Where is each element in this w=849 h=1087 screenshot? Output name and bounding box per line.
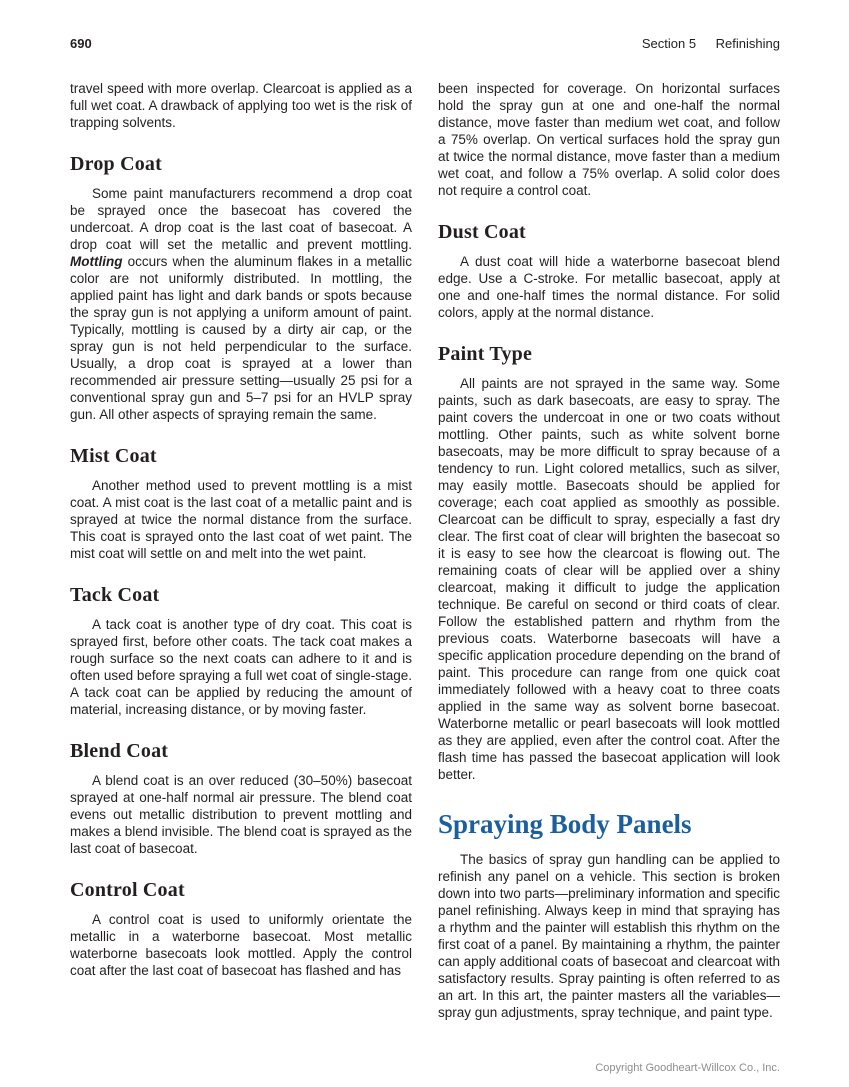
- heading-blend-coat: Blend Coat: [70, 740, 169, 762]
- heading-drop-coat: Drop Coat: [70, 153, 162, 175]
- paragraph-paint-type: All paints are not sprayed in the same way. Some paints, such as dark basecoats, are easy to spray. The paint covers the undercoat in one or two coats without mottling. Other paints, such as white solvent borne basecoats, may be more difficult to spray because of a tendency to run. Light colored metallics, such as silver, may easily mottle. Basecoats should be applied for coverage; each coat applied as smoothly as possible. Clearcoat can be difficult to spray, especially a fast dry clear. The first coat of clear will brighten the basecoat so it is easy to see how the clearcoat is flowing out. The remaining coats of clear will be applied over a shiny clearcoat, making it difficult to judge the application technique. Be careful on second or third coats of clear. Follow the established pattern and rhythm from the previous coats. Waterborne basecoats will have a specific application procedure depending on the brand of paint. This procedure can range from one quick coat immediately followed with a heavy coat to three coats applied in the same way as solvent borne basecoat. Waterborne metallic or pearl basecoats will look mottled as they are applied, even after the control coat. After the flash time has passed the basecoat application will look better.: [438, 376, 780, 782]
- right-column: [438, 80, 780, 1021]
- page-number: 690: [70, 36, 92, 51]
- running-head-section: Section 5: [641, 36, 697, 51]
- heading-control-coat: Control Coat: [70, 879, 185, 901]
- left-column: [70, 80, 412, 1021]
- paragraph-spraying-body-panels: The basics of spray gun handling can be applied to refinish any panel on a vehicle. This section is broken down into two parts—preliminary information and specific panel refinishing. Always keep in mind that spraying has a rhythm and the painter will establish this rhythm on the first coat of a panel. By maintaining a rhythm, the painter can apply additional coats of basecoat and clearcoat with satisfactory results. Spray painting is often referred to as an art. In this art, the painter masters all the variables—spray gun adjustments, spray technique, and paint type.: [438, 852, 780, 1020]
- running-head: [642, 36, 780, 52]
- running-head-chapter: Refinishing: [715, 36, 780, 51]
- copyright-notice: Copyright Goodheart-Willcox Co., Inc.: [595, 1062, 780, 1074]
- heading-paint-type: Paint Type: [438, 343, 533, 365]
- paragraph-tack-coat: A tack coat is another type of dry coat. This coat is sprayed first, before other coats. The tack coat makes a rough surface so the next coats can adhere to it and is often used before spraying a full wet coat of single-stage. A tack coat can be applied by reducing the amount of material, increasing distance, or by moving faster.: [70, 617, 412, 717]
- paragraph-drop-coat: [70, 185, 412, 423]
- paragraph-dust-coat: A dust coat will hide a waterborne basecoat blend edge. Use a C-stroke. For metallic basecoat, apply at one and one-half times the normal distance. For solid colors, apply at the normal distance.: [438, 254, 780, 320]
- heading-spraying-body-panels: Spraying Body Panels: [438, 809, 692, 839]
- heading-tack-coat: Tack Coat: [70, 584, 160, 606]
- paragraph-mist-coat: Another method used to prevent mottling is a mist coat. A mist coat is the last coat of a metallic paint and is sprayed at twice the normal distance from the surface. This coat is sprayed onto the last coat of wet paint. The mist coat will settle on and melt into the wet paint.: [70, 478, 412, 561]
- two-column-body: [70, 80, 780, 1021]
- term-mottling: Mottling: [70, 254, 123, 269]
- paragraph-blend-coat: A blend coat is an over reduced (30–50%) basecoat sprayed at one-half normal air pressure. The blend coat evens out metallic distribution to prevent mottling and makes a blend invisible. The blend coat is sprayed as the last coat of basecoat.: [70, 773, 412, 856]
- paragraph-continuation-right: been inspected for coverage. On horizontal surfaces hold the spray gun at one and one-half the normal distance, move faster than medium wet coat, and follow a 75% overlap. On vertical surfaces hold the spray gun at twice the normal distance, move faster than a medium wet coat, and follow a 75% overlap. A solid color does not require a control coat.: [438, 81, 780, 198]
- paragraph-continuation-left: travel speed with more overlap. Clearcoat is applied as a full wet coat. A drawback of applying too wet is the risk of trapping solvents.: [70, 81, 412, 130]
- paragraph-control-coat: A control coat is used to uniformly orientate the metallic in a waterborne basecoat. Most metallic waterborne basecoats look mottled. Apply the control coat after the last coat of basecoat has flashed and has: [70, 912, 412, 978]
- page-header: [70, 36, 780, 52]
- drop-coat-text-post: occurs when the aluminum flakes in a metallic color are not uniformly distributed. In mottling, the applied paint has light and dark bands or spots because the spray gun is not applying a uniform amount of paint. Typically, mottling is caused by a dirty air cap, or the spray gun is not held perpendicular to the surface. Usually, a drop coat is sprayed at a lower than recommended air pressure setting—usually 25 psi for a conventional spray gun and 5–7 psi for an HVLP spray gun. All other aspects of spraying remain the same.: [70, 254, 412, 422]
- heading-mist-coat: Mist Coat: [70, 445, 157, 467]
- heading-dust-coat: Dust Coat: [438, 221, 526, 243]
- drop-coat-text-pre: Some paint manufacturers recommend a drop coat be sprayed once the basecoat has covered the undercoat. A drop coat is the last coat of basecoat. A drop coat will set the metallic and prevent mottling.: [70, 186, 412, 252]
